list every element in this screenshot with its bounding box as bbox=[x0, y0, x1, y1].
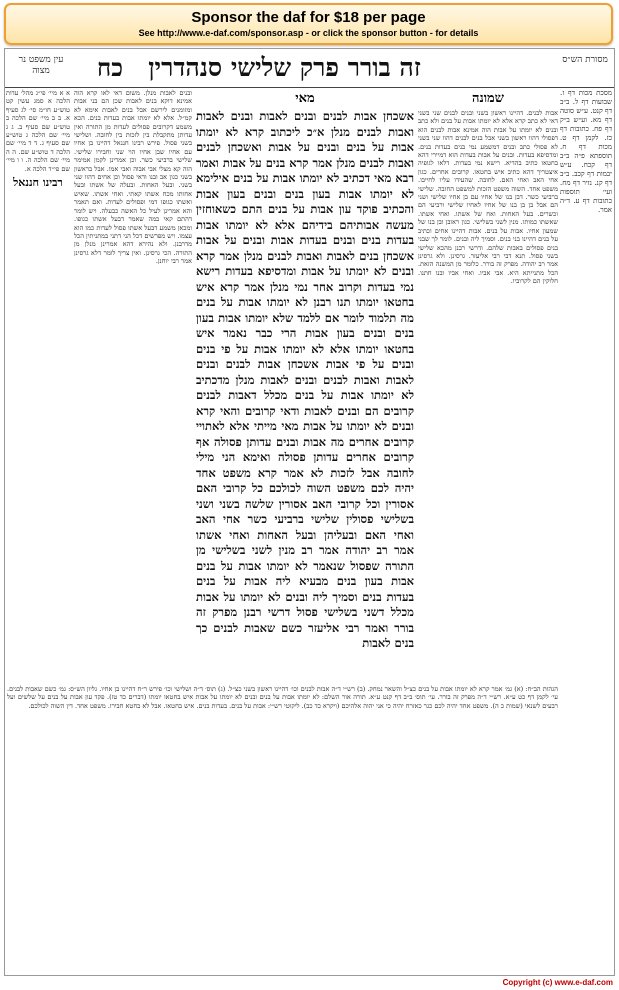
sponsor-banner-title[interactable]: Sponsor the daf for $18 per page bbox=[191, 9, 426, 26]
folio-number: כח bbox=[97, 53, 123, 82]
page-title: זה בורר פרק שלישי סנהדרין bbox=[148, 53, 421, 82]
rabbeinu-chananel-heading: רבינו חננאל bbox=[13, 176, 63, 190]
ein-mishpat-label: עין משפט נר מצוה bbox=[18, 55, 64, 76]
masoret-hashas-column: מסכת מכות דף ז. שבועות דף ל. ב״ב דף קנט. ע״ש סוטה דף מא. וע״ש ב״ק דף פח. כתובות דף כז. לקמן דף ט. מכות דף ח. תוספתא פ״ה ב״ב דף קכח. ע״ש יבמות דף קכב. ב״ב דף קנ. נזיר דף מח. ועי׳ תוספות כתובות דף ע. ד״ה אמר. bbox=[560, 89, 612, 214]
tosafot-text: ובנים לאבות מנלן. משום דאי לאו קרא הוה אמינא דוקא בנים לאבות שכן הם בני אבות ומזומנים לירשם אבל בנים לאבות אימא לא קמ״ל. אלא לא יומתו אבות בעדות בנים. הכא משמע דקרובים פסולים לעדות מן התורה ואין עדותן מתקבלת בין לזכות בין לחובה. ושלישי בשני פסול. פירש רבינו חננאל דהיינו בן אחיו עם אחיו שבן אחיו הוי שני וחבירו שלישי. שלישי ברביעי כשר. וכן אמרינן לקמן אמימר הוה קא מצלי אבי אבוה ואבי אמו. אבל בראשון בשני כגון אב ובנו ודאי פסול וכן אחים דהוו שני בשני. ובעל האחות. ובעלה של אשתו ובעל אחותו מכח אשתו קאתי. ואחי אשתו. שאיש ואשתו כגופו דמי ופסולים לעדות. ואם תאמר והא אמרינן לעיל כל האשה כבעלה. ויש לומר דהתם קאי במה שאמר דבעל אשתו כגופו. ומכאן משמע דבעל אשתו פסול לעדות כמו הוא עצמו. ויש מפרשים דכל הני דתני במתניתין הכל מדרבנן. ולא נהירא דהא אמרינן מנלן מן התורה. הכי גרסינן. ואין צריך לומר דלא גרסינן אמר רבי יוחנן. bbox=[74, 89, 192, 266]
sponsor-banner[interactable] bbox=[4, 3, 613, 45]
rashi-heading: שמונה bbox=[472, 91, 504, 106]
ein-mishpat-text: א א מיי׳ פי״ג מהל׳ עדות הלכה א סמג עשין קט טוש״ע חו״מ סי׳ לג סעיף א. ב ב מיי׳ שם הלכה ב טוש״ע שם סעיף ב. ג ג מיי׳ שם הלכה ג טוש״ע שם סעיף ג. ד ד מיי׳ שם הלכה ד טוש״ע שם. ה ה מיי׳ שם הלכה ה. ו ו מיי׳ שם פי״ד הלכה א. bbox=[6, 89, 70, 173]
talmud-page bbox=[4, 48, 615, 976]
copyright-notice[interactable]: Copyright (c) www.e-daf.com bbox=[502, 978, 613, 987]
gemara-main-column bbox=[196, 89, 414, 679]
bottom-commentary: הגהות הב״ח: (א) גמ׳ אמר קרא לא יומתו אבות על בנים כצ״ל והשאר נמחק. (ב) רש״י ד״ה אבות לבנים וכו׳ דהיינו ראשון בשני כצ״ל. (ג) תוס׳ ד״ה ושלישי וכו׳ פירש ר״ח דהיינו בן אחיו. גליון הש״ס: גמ׳ כשם שאבות לבנים. עי׳ לקמן דף כט ע״א. רש״י ד״ה מפרק זה בורר. עי׳ תוס׳ ב״ב דף קנט ע״א. תורה אור השלם: לא יומתו אבות על בנים ובנים לא יומתו על אבות איש בחטאו יומתו (דברים כד טז). פקד עון אבות על בנים על שלשים ועל רבעים לשנאי (שמות כ ה). משפט אחד יהיה לכם כגר כאזרח יהיה כי אני יהוה אלהיכם (ויקרא כד כב). ליקוטי רש״י: אבות על בנים. בעדות בנים. איש בחטאו. אבל לא בחטא חבירו. משפט אחד. דין השוה לכולכם. bbox=[7, 685, 558, 710]
page-header bbox=[5, 51, 614, 88]
sponsor-banner-subtitle[interactable]: See http://www.e-daf.com/sponsor.asp - or click the sponsor button - for details bbox=[138, 28, 479, 38]
masoret-hashas-label: מסורת הש״ס bbox=[562, 55, 608, 65]
gemara-heading: מאי bbox=[295, 91, 315, 106]
rashi-text: אבות לבנים. דהיינו ראשון בשני ובנים לבנים שני בשני דאי לא כתב קרא אלא לא יומתו אבות על בנים ולא כתב ובנים לא יומתו על אבות הוה אמינא אבות לבנים הוא דפסולי דהוו ראשון בשני אבל בנים לבנים דהוו שני בשני לא פסולי כתב ובנים דמשמע נמי בנים בעדות בנים. ומדסיפא בעדות. ובנים על אבות בעדות הוא דמיירי דהא בחטאו כתיב בהדיא. רישא נמי בעדות. דלאו לגופיה איצטריך דהא כתיב איש בחטאו. קרובים אחרים. כגון אחי האב ואחי האם. לחובה. שהעידו עליו לחייבו. משפט אחד. השוה משפט הזכות למשפט החובה. שלישי ברביעי כשר. דבן בנו של אחיו עם בן אחיו שלישי ושני הם אבל בן בן בנו של אחיו לאחיו שלישי ורביעי הם וכשרים. בעל האחות. ואח של אשתו. ואחי אשתו. שאשתו כמותו. מנין לשני בשלישי. כגון ראובן ובן בנו של שמעון אחיו. אבות על בנים. אבות דהיינו אחים וכתיב על בנים דהיינו בני בנים. וסמיך ליה ובנים. לומר לך שבני בנים פסולים באבות שלהם. ודרשי רבנן מהכא שלישי בשני פסול. תנא דבי רבי אליעזר. גרסינן. ולא גרסינן אמר רב יהודה. מפרק זה בורר. כלומר מן המשנה הזאת. הכל מתנייתא היא. אבי אביו. ואחי אביו ובנו חתנו. חלוקין הם לקרוביו. bbox=[418, 109, 558, 286]
gemara-text: אשכחן אבות לבנים ובנים לאבות ובנים לאבות ואבות לבנים מנלן א״כ ליכתוב קרא לא יומתו אבות על בנים ובנים על אבות ואשכחן לבנים ואבות לבנים מנלן אמר קרא בנים על אבות ואמר רבא מאי דכתיב לא יומתו אבות על בנים אילימא לא יומתו אבות בעון בנים ובנים בעון אבות והכתיב פוקד עון אבות על בנים התם כשאוחזין מעשה אבותיהם בידיהם אלא לא יומתו אבות בעדות בנים ובנים בעדות אבות ובנים על אבות אשכחן בנים לאבות ואבות לבנים מנלן אמר קרא ובנים לא יומתו על אבות ומדסיפא בעדות רישא נמי בעדות וקרוב אחר נמי מנלן אמר קרא איש בחטאו יומתו תנו רבנן לא יומתו אבות על בנים מה תלמוד לומר אם ללמד שלא יומתו אבות בעון בנים ובנים בעון אבות הרי כבר נאמר איש בחטאו יומתו אלא לא יומתו אבות על פי בנים ובנים על פי אבות אשכחן אבות לבנים ובנים לאבות ואבות לבנים ובנים לאבות מנלן מדכתיב לא יומתו אבות על בנים מכלל דאבות לבנים קרובים הם ובנים לאבות ודאי קרובים והאי קרא ובנים לא יומתו על אבות מאי מייתי אלא לאתויי קרובים אחרים מה אבות ובנים עדותן פסולה אף קרובים אחרים עדותן פסולה ואימא הני מילי לחובה אבל לזכות לא אמר קרא משפט אחד יהיה לכם משפט השוה לכולכם כל קרובי האם אסורין וכל קרובי האב אסורין שלשה בשני ושני בשלישי פסולין שלישי ברביעי כשר אחי האב ואחי האם ובעליהן ובעל האחות ואחי אשתו אמר רב יהודה אמר רב מנין לשני בשלישי מן התורה שפסול שנאמר לא יומתו אבות על בנים אבות בעון בנים מבעיא ליה אבות על בנים בעדות בנים וסמיך ליה ובנים לא יומתו על אבות מכלל דשני בשלישי פסול דרשי רבנן מפרק זה בורר ואמר רבי אליעזר כשם שאבות לבנים כך בנים לאבות bbox=[196, 109, 414, 650]
